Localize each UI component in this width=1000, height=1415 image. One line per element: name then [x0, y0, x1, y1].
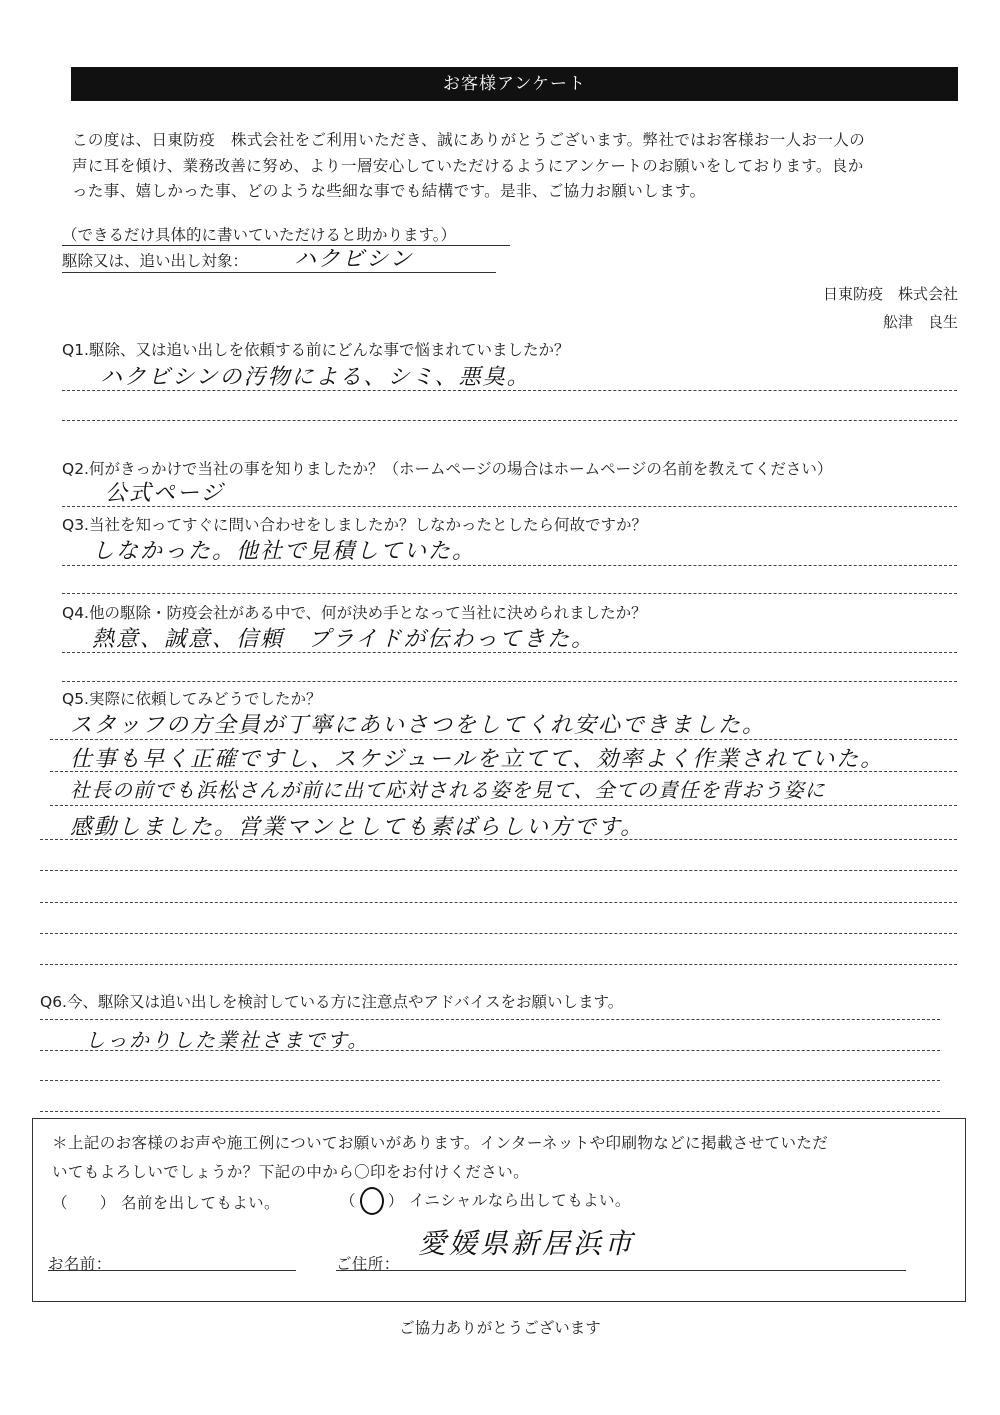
option-2-checkbox[interactable]: （ ） [340, 1192, 404, 1210]
answer-1: ハクビシンの汚物による、シミ、悪臭。 [100, 365, 531, 390]
intro-line-1: この度は、日東防疫 株式会社をご利用いただき、誠にありがとうございます。弊社ではお客様お一人お一人の [72, 131, 866, 149]
consent-option-1 [52, 1191, 280, 1213]
answer-6: しっかりした業社さまです。 [85, 1028, 370, 1052]
answer-line [62, 506, 957, 507]
answer-line [62, 390, 957, 391]
answer-line [40, 839, 957, 840]
question-1: Q1.駆除、又は追い出しを依頼する前にどんな事で悩まれていましたか？ [62, 341, 570, 359]
option-1-checkbox[interactable]: （ ） [52, 1194, 116, 1212]
answer-3: しなかった。他社で見積していた。 [92, 539, 477, 564]
company-name: 日東防疫 株式会社 [822, 285, 958, 303]
answer-line [40, 1111, 940, 1112]
intro-note: （できるだけ具体的に書いていただけると助かります。） [62, 223, 510, 246]
survey-title: お客様アンケート [71, 67, 958, 101]
answer-5-line-4: 感動しました。営業マンとしても素ばらしい方です。 [70, 815, 645, 840]
staff-name: 舩津 良生 [882, 313, 958, 331]
name-label: お名前： [48, 1255, 112, 1273]
answer-5-line-3: 社長の前でも浜松さんが前に出て応対される姿を見て、全ての責任を背おう姿に [70, 778, 826, 802]
answer-line [40, 870, 957, 871]
option-2-label: イニシャルなら出してもよい。 [409, 1191, 631, 1210]
answer-line [50, 771, 957, 772]
answer-line [40, 1019, 940, 1020]
consent-line-1: ＊上記のお客様のお声や施工例についてお願いがあります。インターネットや印刷物などに掲載させていただ [52, 1134, 829, 1152]
answer-5-line-1: スタッフの方全員が丁寧にあいさつをしてくれ安心できました。 [70, 713, 767, 738]
question-3: Q3.当社を知ってすぐに問い合わせをしましたか？しなかったとしたら何故ですか？ [62, 516, 647, 534]
answer-line [62, 593, 957, 594]
target-label: 駆除又は、追い出し対象： [62, 252, 249, 270]
intro-line-2: 声に耳を傾け、業務改善に努め、より一層安心していただけるようにアンケートのお願いをしております。良か [72, 156, 864, 175]
answer-line [62, 420, 957, 421]
address-label: ご住所： [336, 1255, 400, 1273]
question-6: Q6.今、駆除又は追い出しを検討している方に注意点やアドバイスをお願いします。 [40, 993, 624, 1011]
question-5: Q5.実際に依頼してみどうでしたか？ [62, 690, 322, 708]
consent-option-2 [340, 1187, 631, 1215]
answer-5-line-2: 仕事も早く正確ですし、スケジュールを立てて、効率よく作業されていた。 [70, 747, 885, 772]
answer-line [40, 964, 957, 965]
answer-line [62, 652, 957, 653]
answer-line [50, 805, 957, 806]
target-field [62, 246, 496, 273]
question-4: Q4.他の駆除・防疫会社がある中で、何が決め手となって当社に決められましたか？ [62, 604, 647, 622]
intro-text [72, 128, 962, 205]
answer-line [62, 565, 957, 566]
answer-line [40, 902, 957, 903]
circle-mark-icon [360, 1187, 384, 1215]
address-field[interactable] [336, 1270, 906, 1271]
address-value: 愛媛県新居浜市 [418, 1227, 636, 1260]
intro-line-3: った事、嬉しかった事、どのような些細な事でも結構です。是非、ご協力お願いします。 [72, 182, 706, 200]
answer-line [40, 1080, 940, 1081]
answer-line [62, 681, 957, 682]
name-field[interactable] [48, 1270, 296, 1271]
answer-line [40, 1050, 940, 1051]
question-2: Q2.何がきっかけで当社の事を知りましたか？（ホームページの場合はホームページの名前を教えてください） [62, 460, 833, 478]
answer-4: 熱意、誠意、信頼 プライドが伝わってきた。 [92, 627, 596, 652]
footer-thanks: ご協力ありがとうございます [399, 1319, 601, 1337]
target-value: ハクビシン [294, 247, 414, 272]
answer-line [40, 933, 957, 934]
answer-line [50, 739, 957, 740]
option-1-label: 名前を出してもよい。 [120, 1194, 280, 1212]
consent-line-2: いてもよろしいでしょうか？下記の中から〇印をお付けください。 [52, 1163, 530, 1181]
answer-2: 公式ページ [105, 481, 225, 506]
